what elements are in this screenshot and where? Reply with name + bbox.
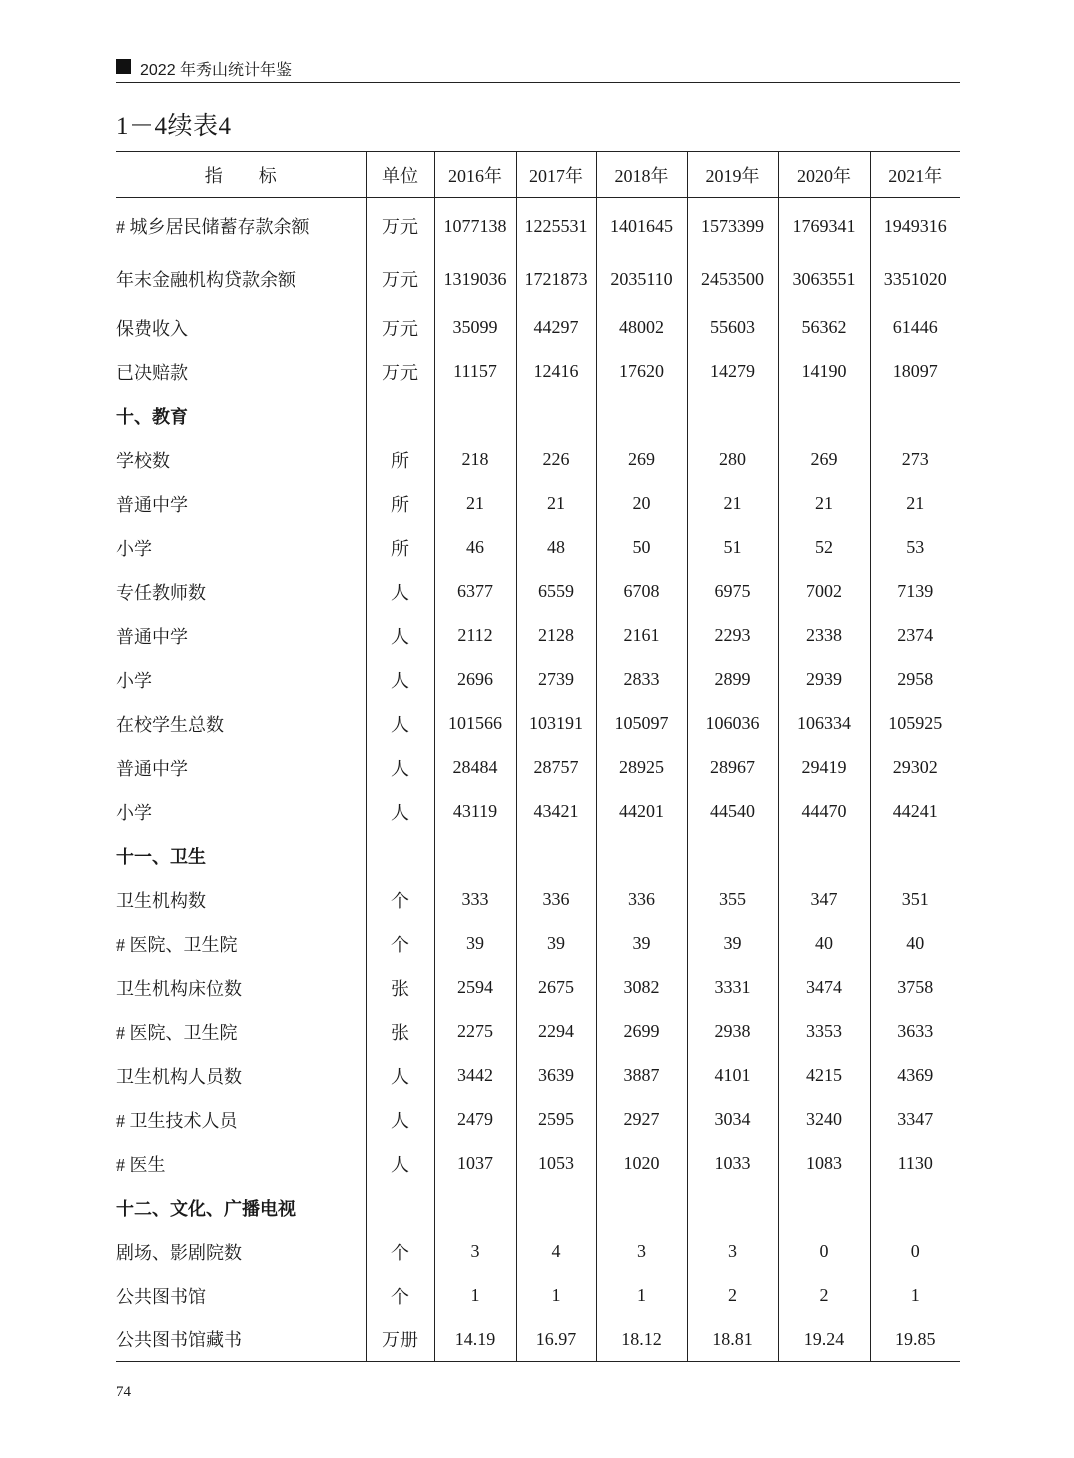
table-row: [116, 922, 960, 966]
unit-cell: 个: [366, 1230, 434, 1274]
indicator-label: 普通中学: [116, 626, 188, 647]
value-cell: 4369: [897, 1065, 934, 1085]
value-cell: 28925: [596, 746, 687, 790]
table-row: [116, 306, 960, 350]
value-cell: 1037: [434, 1142, 516, 1186]
value-cell: 28484: [434, 746, 516, 790]
value-cell: [870, 834, 960, 878]
value-cell: 105097: [596, 702, 687, 746]
table-row: [116, 198, 960, 252]
indicator-label: 普通中学: [116, 494, 188, 515]
value-cell: 0: [910, 1241, 920, 1261]
year-header: 2021年: [870, 152, 960, 198]
indicator-label: 已决赔款: [116, 362, 188, 383]
value-cell: 1053: [516, 1142, 596, 1186]
table-row: [116, 438, 960, 482]
header-text: 2022 年秀山统计年鉴: [140, 62, 293, 79]
value-cell: [778, 834, 870, 878]
indicator-label: 卫生机构床位数: [116, 978, 242, 999]
value-cell: 51: [687, 526, 778, 570]
indicator-label: 公共图书馆: [116, 1286, 206, 1307]
value-cell: 48002: [596, 306, 687, 350]
table-row: [116, 1274, 960, 1318]
value-cell: 3758: [897, 977, 934, 997]
value-cell: 1949316: [883, 215, 947, 236]
indicator-label: 卫生机构数: [116, 890, 206, 911]
value-cell: [687, 394, 778, 438]
value-cell: 2675: [516, 966, 596, 1010]
indicator-label: 小学: [116, 802, 152, 823]
value-cell: 18.12: [596, 1318, 687, 1362]
value-cell: 20: [596, 482, 687, 526]
table-row: [116, 526, 960, 570]
unit-cell: 张: [366, 1010, 434, 1054]
value-cell: 1769341: [778, 198, 870, 252]
unit-cell: [366, 1186, 434, 1230]
indicator-label: 公共图书馆藏书: [116, 1318, 366, 1362]
value-cell: 333: [434, 878, 516, 922]
value-cell: 2696: [434, 658, 516, 702]
indicator-label: 小学: [116, 538, 152, 559]
header-row: [116, 152, 960, 198]
value-cell: 2035110: [596, 252, 687, 306]
value-cell: 3887: [596, 1054, 687, 1098]
value-cell: 2833: [596, 658, 687, 702]
table-row: [116, 252, 960, 306]
value-cell: 61446: [892, 317, 938, 337]
indicator-label: # 医院、卫生院: [116, 934, 238, 955]
table-row: [116, 790, 960, 834]
value-cell: 35099: [434, 306, 516, 350]
year-header: 2016年: [434, 152, 516, 198]
value-cell: 355: [687, 878, 778, 922]
value-cell: 1: [434, 1274, 516, 1318]
value-cell: 1083: [778, 1142, 870, 1186]
value-cell: [596, 834, 687, 878]
value-cell: 2338: [778, 614, 870, 658]
value-cell: [516, 834, 596, 878]
value-cell: [870, 394, 960, 438]
value-cell: [516, 1186, 596, 1230]
value-cell: 2: [687, 1274, 778, 1318]
indicator-label: 小学: [116, 670, 152, 691]
table-row: [116, 350, 960, 394]
value-cell: 29302: [892, 757, 938, 777]
value-cell: 106036: [687, 702, 778, 746]
table-row: [116, 614, 960, 658]
value-cell: 3351020: [883, 268, 947, 289]
year-header: 2019年: [687, 152, 778, 198]
indicator-label: 保费收入: [116, 318, 188, 339]
value-cell: 1721873: [516, 252, 596, 306]
value-cell: 101566: [434, 702, 516, 746]
value-cell: 21: [687, 482, 778, 526]
value-cell: 2594: [434, 966, 516, 1010]
value-cell: 39: [596, 922, 687, 966]
table-row: [116, 702, 960, 746]
value-cell: 3633: [897, 1021, 934, 1041]
value-cell: 103191: [516, 702, 596, 746]
value-cell: [870, 1186, 960, 1230]
unit-header: 单位: [366, 152, 434, 198]
value-cell: 46: [434, 526, 516, 570]
indicator-label: 专任教师数: [116, 582, 206, 603]
value-cell: 3: [687, 1230, 778, 1274]
value-cell: 44241: [892, 801, 938, 821]
value-cell: 28967: [687, 746, 778, 790]
value-cell: 14.19: [434, 1318, 516, 1362]
unit-cell: 万元: [366, 252, 434, 306]
value-cell: 29419: [778, 746, 870, 790]
unit-cell: 个: [366, 1274, 434, 1318]
value-cell: [778, 1186, 870, 1230]
indicator-label: 年末金融机构贷款余额: [116, 269, 296, 290]
value-cell: [687, 834, 778, 878]
value-cell: 55603: [687, 306, 778, 350]
value-cell: 2699: [596, 1010, 687, 1054]
table-row: [116, 966, 960, 1010]
value-cell: 21: [778, 482, 870, 526]
value-cell: 0: [778, 1230, 870, 1274]
value-cell: 6975: [687, 570, 778, 614]
unit-cell: 人: [366, 614, 434, 658]
value-cell: 2958: [897, 669, 934, 689]
value-cell: 2128: [516, 614, 596, 658]
value-cell: 4215: [778, 1054, 870, 1098]
section-heading-row: [116, 394, 960, 438]
value-cell: 7139: [897, 581, 934, 601]
value-cell: 3082: [596, 966, 687, 1010]
table-row: [116, 746, 960, 790]
indicator-label: # 城乡居民储蓄存款余额: [116, 216, 310, 237]
value-cell: 3474: [778, 966, 870, 1010]
value-cell: 280: [687, 438, 778, 482]
value-cell: 226: [516, 438, 596, 482]
value-cell: 39: [516, 922, 596, 966]
value-cell: 6708: [596, 570, 687, 614]
value-cell: 21: [434, 482, 516, 526]
value-cell: 1319036: [434, 252, 516, 306]
table-body: [116, 198, 960, 1362]
indicator-label: # 卫生技术人员: [116, 1110, 238, 1131]
value-cell: 2595: [516, 1098, 596, 1142]
unit-cell: 人: [366, 702, 434, 746]
table-row: [116, 482, 960, 526]
unit-cell: 万元: [366, 306, 434, 350]
value-cell: 1130: [897, 1153, 933, 1173]
value-cell: 12416: [516, 350, 596, 394]
unit-cell: 人: [366, 746, 434, 790]
year-header: 2020年: [778, 152, 870, 198]
value-cell: 2294: [516, 1010, 596, 1054]
indicator-label: 普通中学: [116, 758, 188, 779]
value-cell: 48: [516, 526, 596, 570]
value-cell: 2939: [778, 658, 870, 702]
value-cell: 2112: [434, 614, 516, 658]
table-row: [116, 1054, 960, 1098]
indicator-label: 在校学生总数: [116, 714, 224, 735]
value-cell: 2453500: [687, 252, 778, 306]
unit-cell: 个: [366, 922, 434, 966]
value-cell: 3034: [687, 1098, 778, 1142]
value-cell: 1033: [687, 1142, 778, 1186]
value-cell: 2161: [596, 614, 687, 658]
unit-cell: 人: [366, 570, 434, 614]
value-cell: 351: [901, 889, 929, 909]
value-cell: 269: [778, 438, 870, 482]
value-cell: 1573399: [687, 198, 778, 252]
value-cell: 19.85: [870, 1318, 960, 1362]
value-cell: 40: [906, 933, 925, 953]
value-cell: 4101: [687, 1054, 778, 1098]
year-header: 2017年: [516, 152, 596, 198]
value-cell: 336: [596, 878, 687, 922]
value-cell: 52: [778, 526, 870, 570]
value-cell: 2: [778, 1274, 870, 1318]
table-row: [116, 1142, 960, 1186]
value-cell: 11157: [434, 350, 516, 394]
unit-cell: 人: [366, 1054, 434, 1098]
value-cell: 6377: [434, 570, 516, 614]
header-square-marker: [116, 59, 131, 74]
indicator-label: # 医生: [116, 1154, 166, 1175]
unit-cell: 人: [366, 1142, 434, 1186]
value-cell: 273: [901, 449, 929, 469]
value-cell: 56362: [778, 306, 870, 350]
unit-cell: 人: [366, 1098, 434, 1142]
value-cell: 3353: [778, 1010, 870, 1054]
value-cell: [596, 394, 687, 438]
value-cell: 336: [516, 878, 596, 922]
unit-cell: 万元: [366, 350, 434, 394]
unit-cell: 张: [366, 966, 434, 1010]
table-title: 1－4续表4: [116, 113, 232, 140]
table-row: [116, 658, 960, 702]
value-cell: 18.81: [687, 1318, 778, 1362]
value-cell: 3347: [897, 1109, 934, 1129]
value-cell: 44201: [596, 790, 687, 834]
value-cell: 39: [687, 922, 778, 966]
value-cell: 2275: [434, 1010, 516, 1054]
running-header: [116, 54, 960, 83]
value-cell: [434, 1186, 516, 1230]
value-cell: 17620: [596, 350, 687, 394]
indicator-label: 剧场、影剧院数: [116, 1242, 242, 1263]
value-cell: 1225531: [516, 198, 596, 252]
section-heading: 十、教育: [116, 406, 188, 428]
value-cell: 3639: [516, 1054, 596, 1098]
value-cell: 1020: [596, 1142, 687, 1186]
value-cell: [434, 834, 516, 878]
unit-cell: [366, 834, 434, 878]
unit-cell: 人: [366, 658, 434, 702]
value-cell: 3442: [434, 1054, 516, 1098]
value-cell: 3063551: [778, 252, 870, 306]
value-cell: 347: [778, 878, 870, 922]
indicator-label: 卫生机构人员数: [116, 1066, 242, 1087]
value-cell: 4: [516, 1230, 596, 1274]
value-cell: 1077138: [434, 198, 516, 252]
page-number: 74: [116, 1384, 131, 1400]
value-cell: 1401645: [596, 198, 687, 252]
indicator-header: 指 标: [116, 152, 366, 198]
value-cell: 1: [516, 1274, 596, 1318]
value-cell: 2739: [516, 658, 596, 702]
value-cell: 44470: [778, 790, 870, 834]
value-cell: 106334: [778, 702, 870, 746]
value-cell: 3: [596, 1230, 687, 1274]
value-cell: [778, 394, 870, 438]
table-row: [116, 1010, 960, 1054]
value-cell: 3331: [687, 966, 778, 1010]
value-cell: 3240: [778, 1098, 870, 1142]
value-cell: [596, 1186, 687, 1230]
value-cell: [687, 1186, 778, 1230]
indicator-label: # 医院、卫生院: [116, 1022, 238, 1043]
section-heading-row: [116, 834, 960, 878]
value-cell: 21: [516, 482, 596, 526]
value-cell: 269: [596, 438, 687, 482]
value-cell: 43421: [516, 790, 596, 834]
value-cell: 19.24: [778, 1318, 870, 1362]
value-cell: 1: [910, 1285, 920, 1305]
value-cell: 1: [596, 1274, 687, 1318]
section-heading: 十一、卫生: [116, 846, 206, 868]
value-cell: 21: [906, 493, 925, 513]
unit-cell: 所: [366, 438, 434, 482]
value-cell: 2899: [687, 658, 778, 702]
value-cell: 2479: [434, 1098, 516, 1142]
value-cell: 43119: [434, 790, 516, 834]
value-cell: 40: [778, 922, 870, 966]
value-cell: 28757: [516, 746, 596, 790]
value-cell: 53: [906, 537, 925, 557]
table-row: [116, 570, 960, 614]
table-row: [116, 878, 960, 922]
table-row: [116, 1098, 960, 1142]
statistics-table: [116, 151, 960, 1362]
value-cell: 2374: [897, 625, 934, 645]
value-cell: 14190: [778, 350, 870, 394]
unit-cell: 所: [366, 526, 434, 570]
value-cell: 14279: [687, 350, 778, 394]
value-cell: 6559: [516, 570, 596, 614]
unit-cell: 万册: [366, 1318, 434, 1362]
section-heading: 十二、文化、广播电视: [116, 1198, 296, 1220]
unit-cell: 个: [366, 878, 434, 922]
unit-cell: 万元: [366, 198, 434, 252]
value-cell: 50: [596, 526, 687, 570]
unit-cell: 人: [366, 790, 434, 834]
table-row: [116, 1230, 960, 1274]
value-cell: 2927: [596, 1098, 687, 1142]
value-cell: 105925: [888, 713, 943, 733]
value-cell: 2938: [687, 1010, 778, 1054]
value-cell: 2293: [687, 614, 778, 658]
unit-cell: [366, 394, 434, 438]
indicator-label: 学校数: [116, 450, 170, 471]
value-cell: 218: [434, 438, 516, 482]
value-cell: 16.97: [516, 1318, 596, 1362]
value-cell: 3: [434, 1230, 516, 1274]
value-cell: 44540: [687, 790, 778, 834]
value-cell: 39: [434, 922, 516, 966]
value-cell: [434, 394, 516, 438]
section-heading-row: [116, 1186, 960, 1230]
table-row: [116, 1318, 960, 1362]
unit-cell: 所: [366, 482, 434, 526]
value-cell: 18097: [892, 361, 938, 381]
value-cell: 7002: [778, 570, 870, 614]
value-cell: [516, 394, 596, 438]
year-header: 2018年: [596, 152, 687, 198]
value-cell: 44297: [516, 306, 596, 350]
